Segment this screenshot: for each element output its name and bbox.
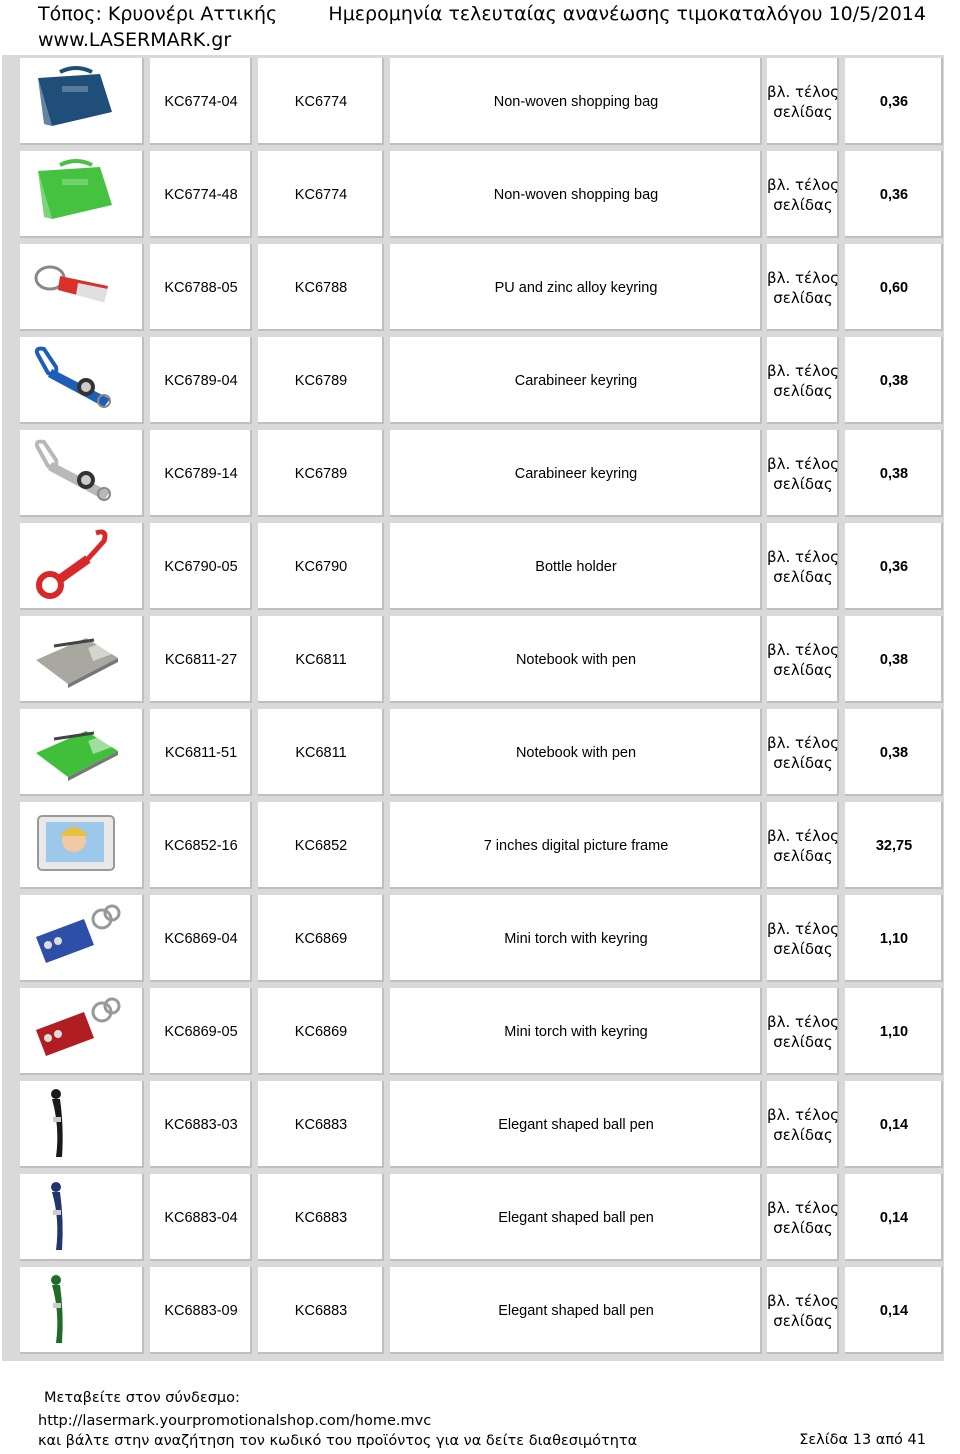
product-price: 1,10 [845, 895, 943, 982]
carabiner-icon [30, 343, 122, 419]
product-description: Carabineer keyring [390, 337, 762, 424]
table-row [2, 1264, 944, 1357]
base-code: KC6789 [258, 430, 384, 517]
table-row [2, 1171, 944, 1264]
table-row [2, 241, 944, 334]
page-end-note [767, 430, 839, 517]
page-end-note [767, 709, 839, 796]
table-row [2, 985, 944, 1078]
product-price: 1,10 [845, 988, 943, 1075]
table-row [2, 706, 944, 799]
note-line: βλ. τέλος [767, 826, 839, 845]
torch-icon [30, 901, 122, 977]
product-price: 0,60 [845, 244, 943, 331]
carabiner-icon [30, 436, 122, 512]
product-table [2, 55, 944, 1361]
note-line: βλ. τέλος [767, 547, 839, 566]
product-price: 0,36 [845, 58, 943, 145]
product-description: Bottle holder [390, 523, 762, 610]
note-line: βλ. τέλος [767, 454, 839, 473]
note-line: βλ. τέλος [767, 82, 839, 101]
base-code: KC6869 [258, 988, 384, 1075]
torch-icon [30, 994, 122, 1070]
product-price: 0,38 [845, 616, 943, 703]
product-description: Non-woven shopping bag [390, 58, 762, 145]
page-end-note [767, 337, 839, 424]
notebook-icon [30, 622, 122, 698]
bottle-holder-icon [30, 529, 122, 605]
base-code: KC6790 [258, 523, 384, 610]
product-code: KC6774-04 [150, 58, 252, 145]
product-description: 7 inches digital picture frame [390, 802, 762, 889]
product-price: 0,14 [845, 1267, 943, 1354]
table-row [2, 148, 944, 241]
notebook-icon [30, 715, 122, 791]
table-row [2, 427, 944, 520]
product-price: 0,38 [845, 709, 943, 796]
note-line: σελίδας [773, 753, 833, 772]
footer-link[interactable]: http://lasermark.yourpromotionalshop.com/home.mvc [38, 1413, 432, 1429]
note-line: σελίδας [773, 195, 833, 214]
page-end-note [767, 58, 839, 145]
note-line: σελίδας [773, 474, 833, 493]
table-row [2, 55, 944, 148]
footer-instruction: Μεταβείτε στον σύνδεσμο: [44, 1390, 240, 1406]
product-image [20, 523, 144, 610]
product-code: KC6883-04 [150, 1174, 252, 1261]
picture-frame-icon [30, 808, 122, 884]
header-website[interactable]: www.LASERMARK.gr [38, 29, 232, 51]
page-end-note [767, 1174, 839, 1261]
product-description: Mini torch with keyring [390, 988, 762, 1075]
base-code: KC6883 [258, 1174, 384, 1261]
keyring-icon [30, 250, 122, 326]
table-row [2, 334, 944, 427]
product-price: 0,38 [845, 430, 943, 517]
page-end-note [767, 151, 839, 238]
table-row [2, 520, 944, 613]
table-row [2, 892, 944, 985]
product-image [20, 244, 144, 331]
note-line: βλ. τέλος [767, 361, 839, 380]
product-image [20, 895, 144, 982]
product-image [20, 616, 144, 703]
note-line: βλ. τέλος [767, 1012, 839, 1031]
product-description: Elegant shaped ball pen [390, 1267, 762, 1354]
note-line: βλ. τέλος [767, 1291, 839, 1310]
product-code: KC6869-05 [150, 988, 252, 1075]
note-line: βλ. τέλος [767, 1198, 839, 1217]
note-line: βλ. τέλος [767, 175, 839, 194]
product-code: KC6811-27 [150, 616, 252, 703]
note-line: σελίδας [773, 846, 833, 865]
product-code: KC6789-04 [150, 337, 252, 424]
base-code: KC6774 [258, 151, 384, 238]
table-row [2, 1078, 944, 1171]
product-image [20, 1174, 144, 1261]
note-line: σελίδας [773, 1311, 833, 1330]
pen-icon [30, 1273, 122, 1349]
page-end-note [767, 988, 839, 1075]
base-code: KC6774 [258, 58, 384, 145]
base-code: KC6883 [258, 1081, 384, 1168]
product-price: 0,36 [845, 151, 943, 238]
product-image [20, 709, 144, 796]
product-code: KC6790-05 [150, 523, 252, 610]
page-end-note [767, 895, 839, 982]
base-code: KC6869 [258, 895, 384, 982]
base-code: KC6811 [258, 709, 384, 796]
product-image [20, 1081, 144, 1168]
product-description: PU and zinc alloy keyring [390, 244, 762, 331]
base-code: KC6852 [258, 802, 384, 889]
product-code: KC6788-05 [150, 244, 252, 331]
note-line: σελίδας [773, 1125, 833, 1144]
note-line: σελίδας [773, 381, 833, 400]
product-description: Elegant shaped ball pen [390, 1174, 762, 1261]
note-line: βλ. τέλος [767, 733, 839, 752]
product-description: Non-woven shopping bag [390, 151, 762, 238]
product-image [20, 58, 144, 145]
product-code: KC6852-16 [150, 802, 252, 889]
note-line: σελίδας [773, 102, 833, 121]
base-code: KC6788 [258, 244, 384, 331]
product-description: Mini torch with keyring [390, 895, 762, 982]
product-description: Notebook with pen [390, 616, 762, 703]
table-row [2, 799, 944, 892]
base-code: KC6883 [258, 1267, 384, 1354]
product-price: 0,38 [845, 337, 943, 424]
product-image [20, 151, 144, 238]
product-price: 0,14 [845, 1081, 943, 1168]
note-line: σελίδας [773, 660, 833, 679]
product-image [20, 1267, 144, 1354]
base-code: KC6811 [258, 616, 384, 703]
bag-icon [30, 157, 122, 233]
product-price: 32,75 [845, 802, 943, 889]
note-line: σελίδας [773, 288, 833, 307]
note-line: σελίδας [773, 939, 833, 958]
page-end-note [767, 802, 839, 889]
footer-note: και βάλτε στην αναζήτηση τον κωδικό του προϊόντος για να δείτε διαθεσιμότητα [38, 1433, 638, 1449]
page-end-note [767, 616, 839, 703]
note-line: σελίδας [773, 1032, 833, 1051]
base-code: KC6789 [258, 337, 384, 424]
page-end-note [767, 1081, 839, 1168]
product-code: KC6811-51 [150, 709, 252, 796]
page-end-note [767, 244, 839, 331]
header-update-date: Ημερομηνία τελευταίας ανανέωσης τιμοκαταλόγου 10/5/2014 [328, 3, 926, 25]
product-price: 0,36 [845, 523, 943, 610]
header-location: Τόπος: Κρυονέρι Αττικής [38, 3, 278, 25]
pen-icon [30, 1087, 122, 1163]
page-end-note [767, 1267, 839, 1354]
product-code: KC6774-48 [150, 151, 252, 238]
note-line: σελίδας [773, 1218, 833, 1237]
bag-icon [30, 64, 122, 140]
note-line: βλ. τέλος [767, 1105, 839, 1124]
pen-icon [30, 1180, 122, 1256]
note-line: βλ. τέλος [767, 640, 839, 659]
table-row [2, 613, 944, 706]
product-code: KC6883-03 [150, 1081, 252, 1168]
product-image [20, 430, 144, 517]
product-code: KC6883-09 [150, 1267, 252, 1354]
page-end-note [767, 523, 839, 610]
product-code: KC6869-04 [150, 895, 252, 982]
note-line: βλ. τέλος [767, 919, 839, 938]
product-code: KC6789-14 [150, 430, 252, 517]
product-description: Elegant shaped ball pen [390, 1081, 762, 1168]
product-price: 0,14 [845, 1174, 943, 1261]
note-line: σελίδας [773, 567, 833, 586]
product-description: Carabineer keyring [390, 430, 762, 517]
product-description: Notebook with pen [390, 709, 762, 796]
note-line: βλ. τέλος [767, 268, 839, 287]
product-image [20, 988, 144, 1075]
product-image [20, 337, 144, 424]
product-image [20, 802, 144, 889]
page-number: Σελίδα 13 από 41 [799, 1432, 926, 1448]
